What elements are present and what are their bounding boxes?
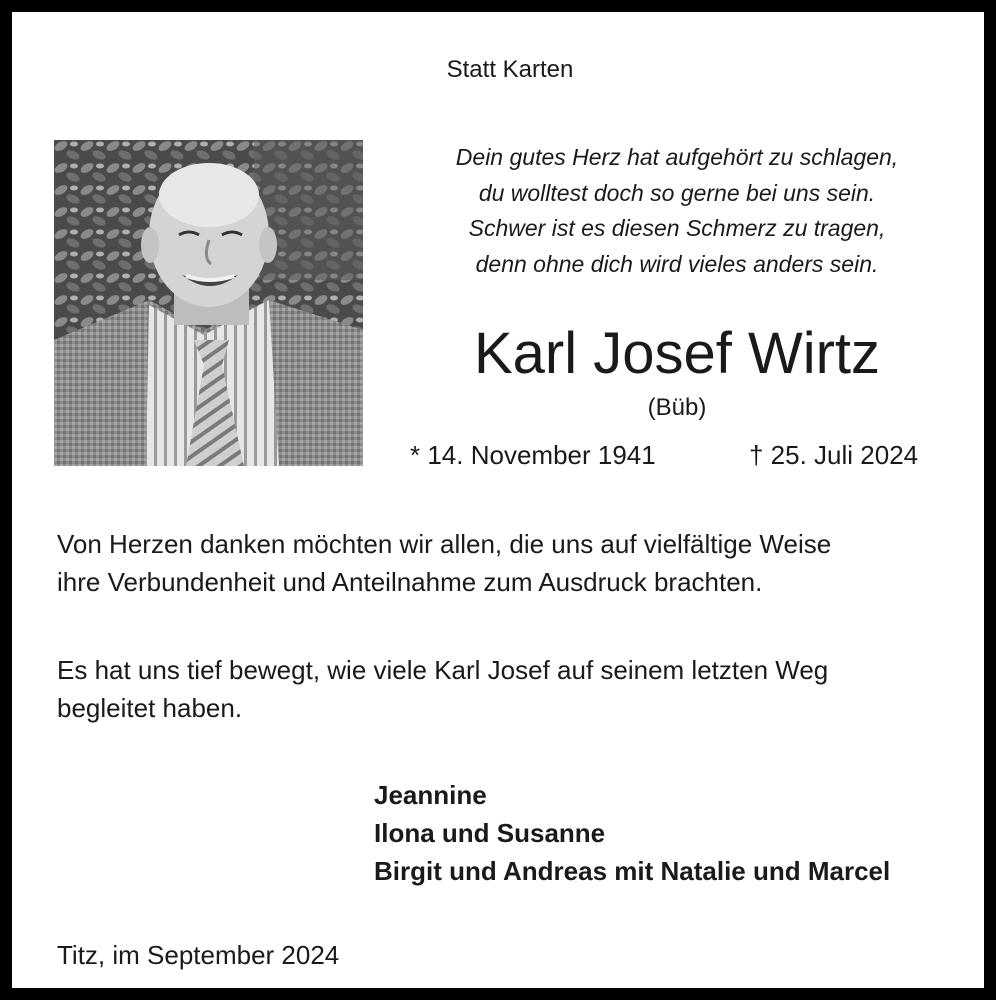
paragraph-line: Es hat uns tief bewegt, wie viele Karl Josef auf seinem letzten Weg <box>57 655 829 685</box>
paragraph-line: begleitet haben. <box>57 692 243 723</box>
birth-date: * 14. November 1941 <box>410 440 656 470</box>
poem-line: du wolltest doch so gerne bei uns sein. <box>478 179 876 206</box>
poem-line: Schwer ist es diesen Schmerz zu tragen, <box>468 215 886 241</box>
portrait-photo <box>54 140 363 466</box>
place-and-date: Titz, im September 2024 <box>57 940 340 970</box>
signers-list <box>374 776 890 890</box>
moved-paragraph <box>57 652 957 727</box>
portrait-illustration <box>54 140 363 466</box>
signer: Birgit und Andreas mit Natalie und Marcel <box>374 856 891 886</box>
signer: Jeannine <box>374 780 487 810</box>
poem-line: Dein gutes Herz hat aufgehört zu schlagen, <box>455 144 899 170</box>
header-statt-karten: Statt Karten <box>446 56 574 83</box>
paragraph-line: ihre Verbundenheit und Anteilnahme zum Ausdruck brachten. <box>57 566 763 597</box>
deceased-name: Karl Josef Wirtz <box>473 321 881 386</box>
poem-line: denn ohne dich wird vieles anders sein. <box>475 250 879 277</box>
signer: Ilona und Susanne <box>374 818 606 848</box>
poem <box>407 140 947 282</box>
deceased-nickname: (Büb) <box>647 394 707 421</box>
death-date: † 25. Juli 2024 <box>749 440 919 470</box>
paragraph-line: Von Herzen danken möchten wir allen, die uns auf vielfältige Weise <box>57 529 832 559</box>
thanks-paragraph <box>57 526 957 601</box>
